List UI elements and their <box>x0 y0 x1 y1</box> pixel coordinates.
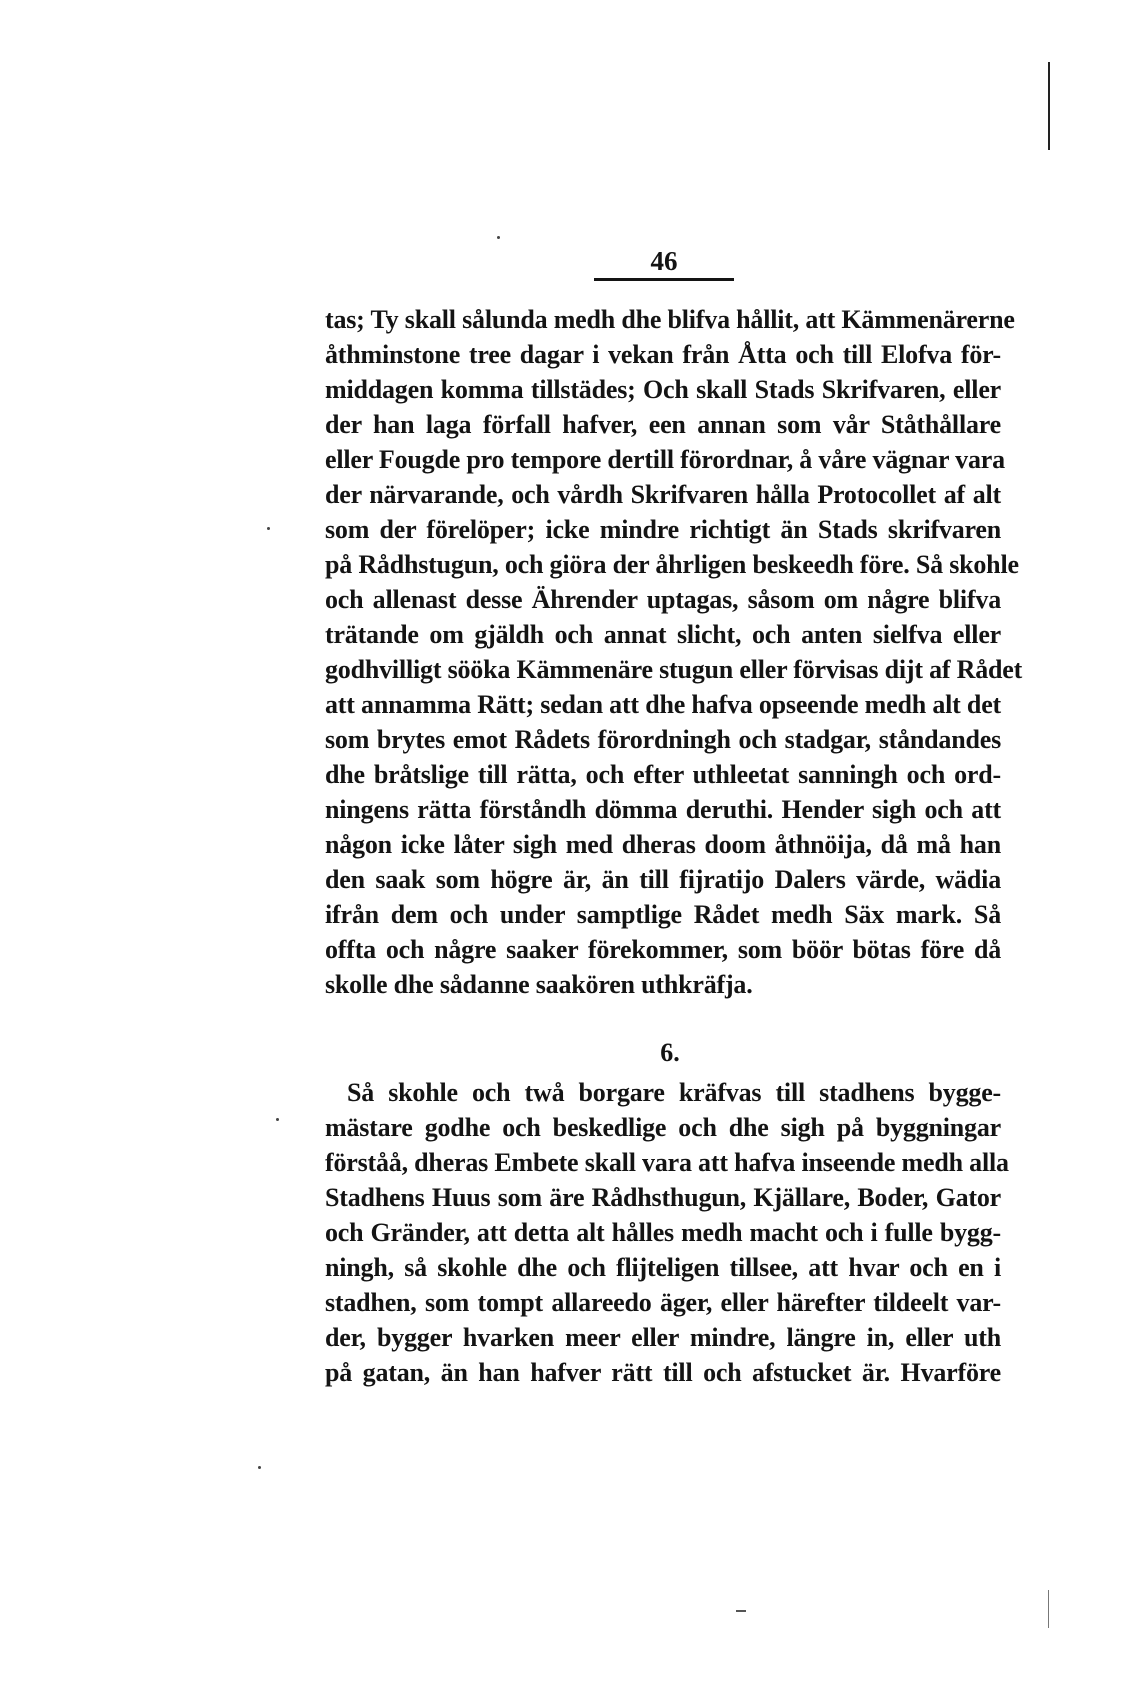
text-line: någon icke låter sigh med dheras doom åthnöija, då må han <box>325 830 1001 859</box>
paragraph-1 <box>325 302 1023 1002</box>
text-line: åthminstone tree dagar i vekan från Åtta och till Elofva för- <box>325 340 1001 369</box>
text-line: offta och någre saaker förekommer, som böör bötas före då <box>325 935 1001 964</box>
page-edge-mark <box>1048 62 1050 150</box>
text-line: som der förelöper; icke mindre richtigt än Stads skrifvaren <box>325 515 1001 544</box>
text-line: att annamma Rätt; sedan att dhe hafva opseende medh alt det <box>325 690 1001 719</box>
section-number: 6. <box>660 1038 680 1067</box>
text-line: och Gränder, att detta alt hålles medh macht och i fulle bygg- <box>325 1218 1001 1247</box>
page-number-rule <box>594 278 734 281</box>
text-line: den saak som högre är, än till fijratijo Dalers värde, wädia <box>325 865 1001 894</box>
text-line: ningh, så skohle dhe och flijteligen tillsee, att hvar och en i <box>325 1253 1001 1282</box>
text-line: Så skohle och twå borgare kräfvas till stadhens bygge- <box>347 1078 1001 1107</box>
text-line: trätande om gjäldh och annat slicht, och anten sielfva eller <box>325 620 1001 649</box>
scan-speck <box>258 1466 261 1469</box>
text-line: och allenast desse Ährender uptagas, såsom om någre blifva <box>325 585 1001 614</box>
text-line: ningens rätta förståndh dömma deruthi. Hender sigh och att <box>325 795 1001 824</box>
text-line: på gatan, än han hafver rätt till och afstucket är. Hvarföre <box>325 1358 1001 1387</box>
text-line: eller Fougde pro tempore dertill förordnar, å våre vägnar vara <box>325 445 1005 474</box>
text-line: skolle dhe sådanne saakören uthkräfja. <box>325 970 753 999</box>
text-line: Stadhens Huus som äre Rådhsthugun, Kjällare, Boder, Gator <box>325 1183 1001 1212</box>
scan-speck <box>267 527 270 530</box>
text-line: på Rådhstugun, och giöra der åhrligen beskeedh före. Så skohle <box>325 550 1019 579</box>
text-line: dhe bråtslige till rätta, och efter uthleetat sanningh och ord- <box>325 760 1001 789</box>
text-line: der närvarande, och vårdh Skrifvaren hålla Protocollet af alt <box>325 480 1001 509</box>
page-edge-mark-lower <box>1048 1590 1049 1628</box>
footer-mark <box>736 1610 746 1612</box>
text-line: der han laga förfall hafver, een annan som vår Ståthållare <box>325 410 1001 439</box>
text-line: som brytes emot Rådets förordningh och stadgar, ståndandes <box>325 725 1001 754</box>
text-line: mästare godhe och beskedlige och dhe sigh på byggningar <box>325 1113 1001 1142</box>
scan-speck <box>497 236 500 239</box>
text-line: middagen komma tillstädes; Och skall Stads Skrifvaren, eller <box>325 375 1001 404</box>
scan-speck <box>276 1118 279 1121</box>
text-line: godhvilligt sööka Kämmenäre stugun eller förvisas dijt af Rådet <box>325 655 1023 684</box>
text-line: stadhen, som tompt allareedo äger, eller härefter tildeelt var- <box>325 1288 1001 1317</box>
paragraph-2 <box>325 1075 1009 1390</box>
text-line: ifrån dem och under samptlige Rådet medh Säx mark. Så <box>325 900 1001 929</box>
text-line: der, bygger hvarken meer eller mindre, längre in, eller uth <box>325 1323 1001 1352</box>
text-line: förståå, dheras Embete skall vara att hafva inseende medh alla <box>325 1148 1009 1177</box>
page-number: 46 <box>650 246 678 276</box>
text-line: tas; Ty skall sålunda medh dhe blifva hållit, att Kämmenärerne <box>325 305 1015 334</box>
